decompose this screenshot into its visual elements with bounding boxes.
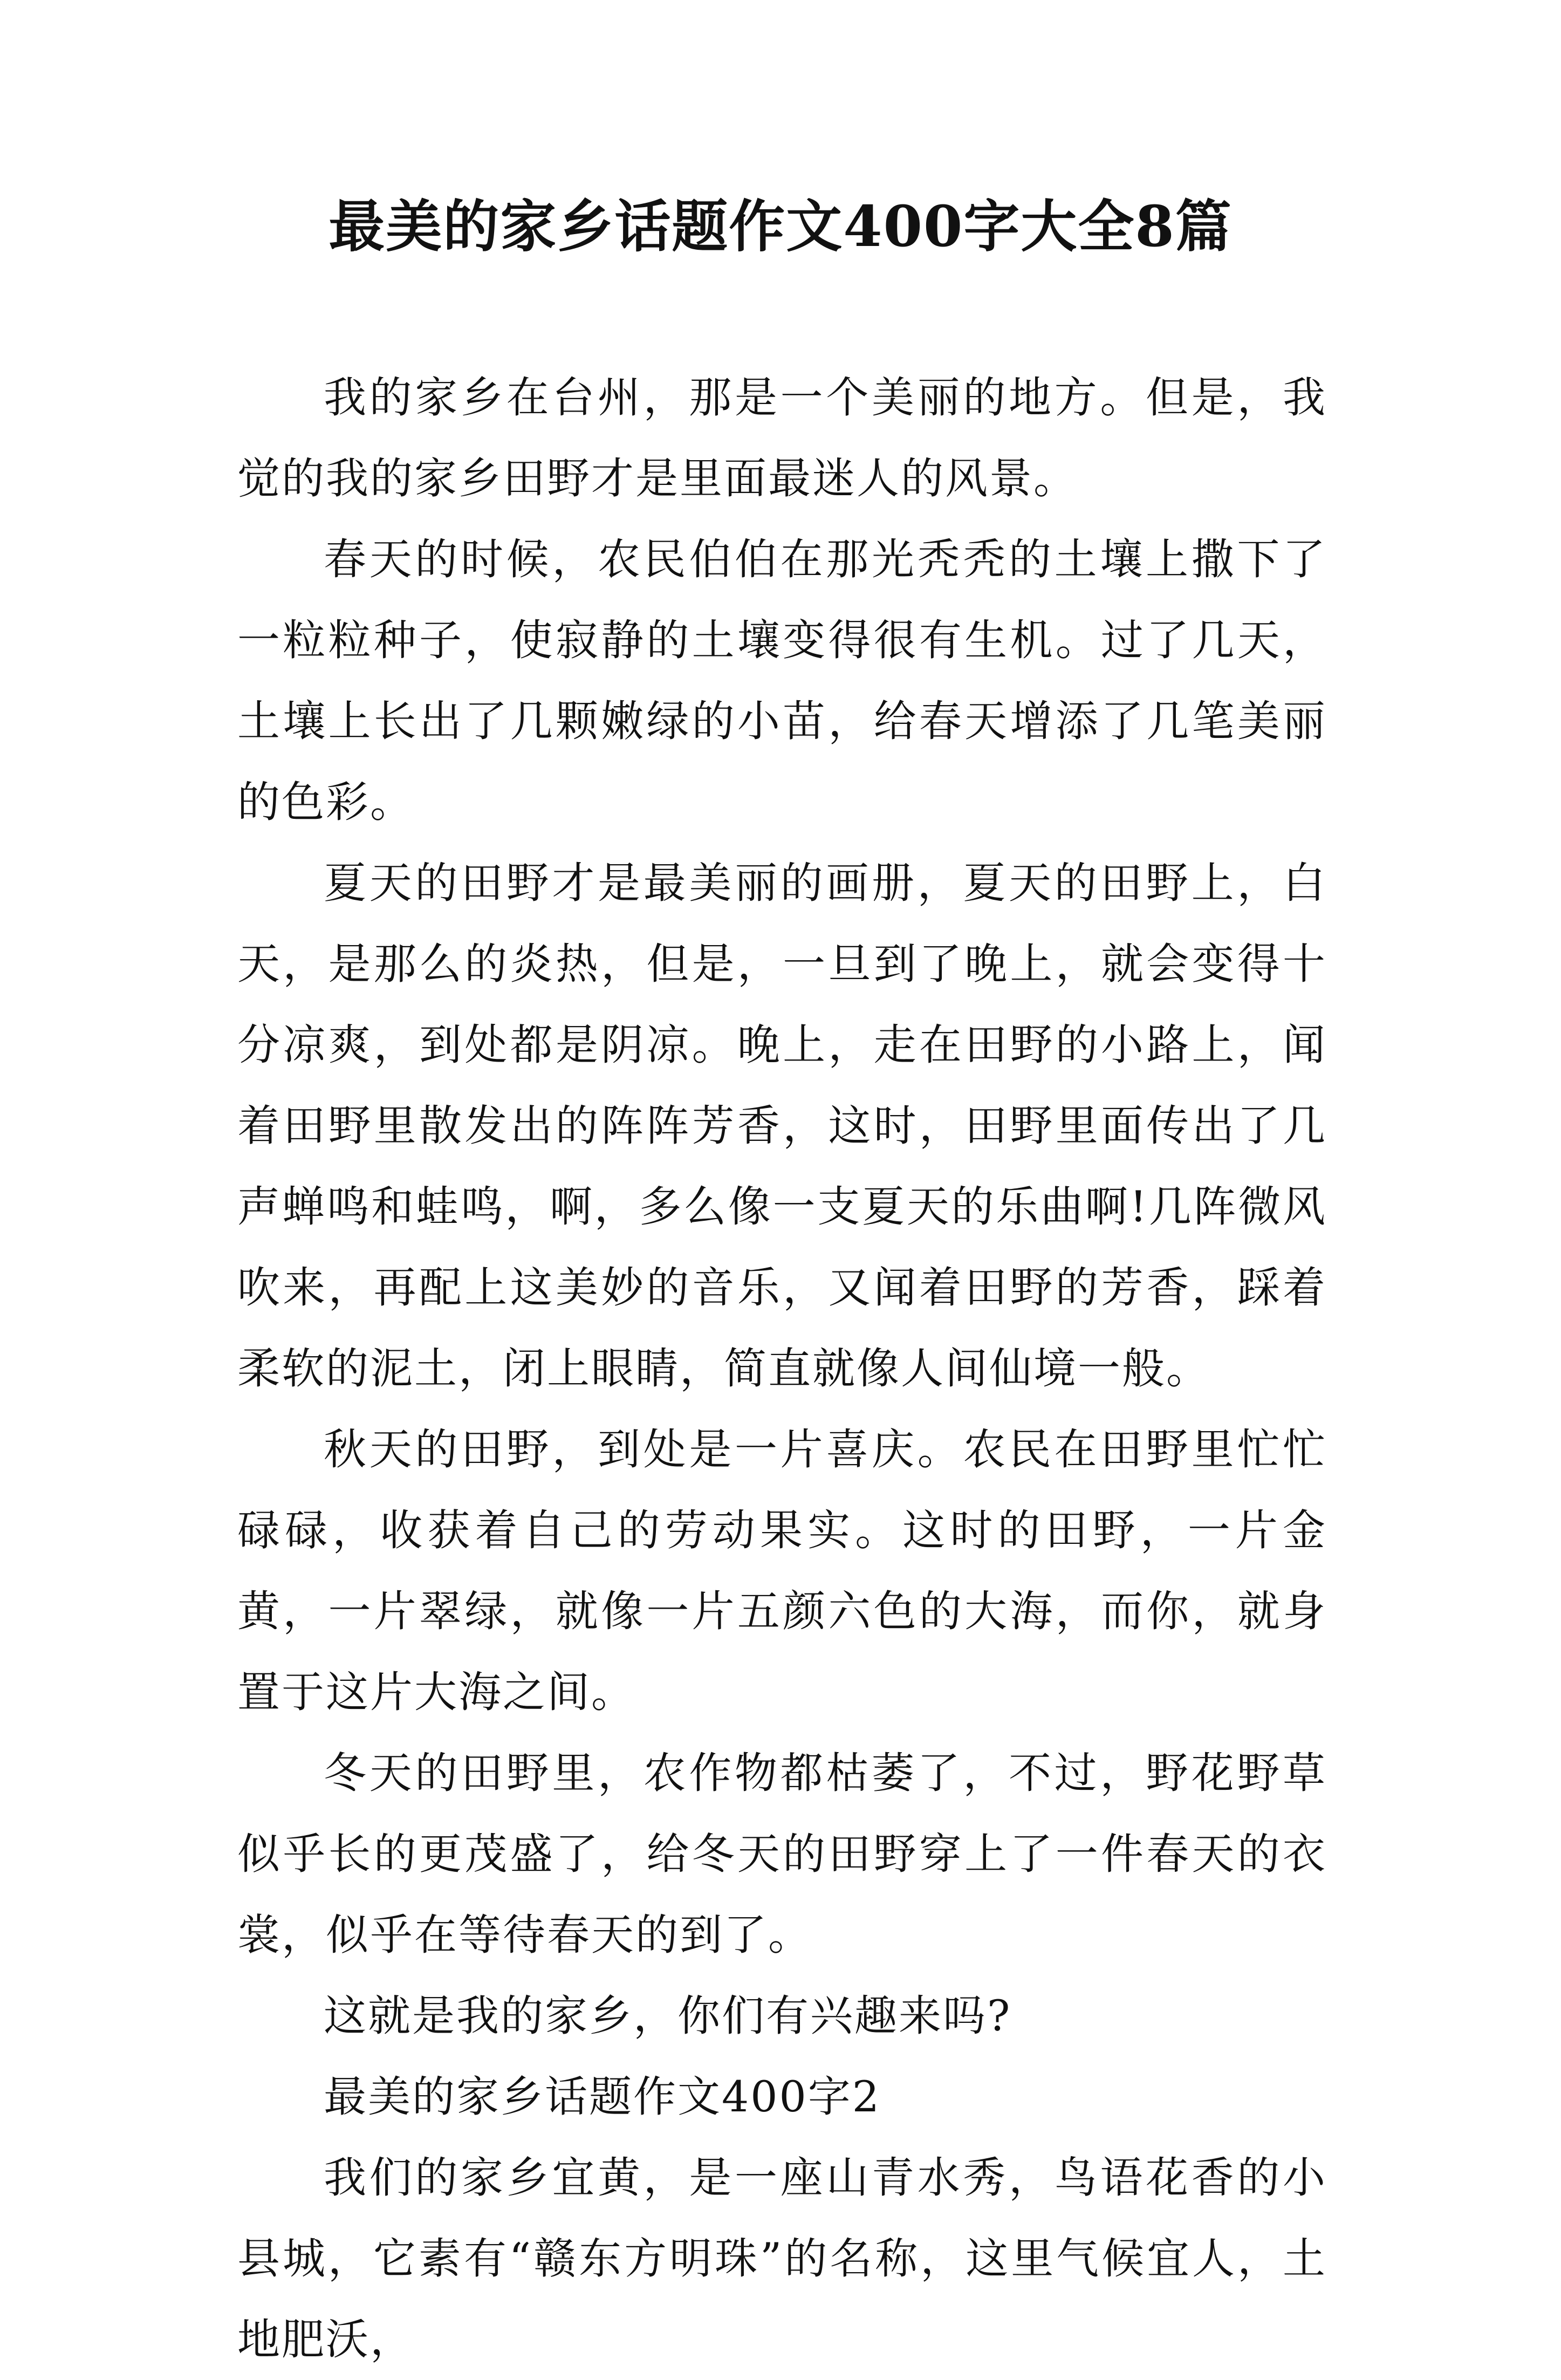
document-title: 最美的家乡话题作文400字大全8篇 xyxy=(328,193,1233,259)
paragraph-6: 这就是我的家乡，你们有兴趣来吗? xyxy=(324,1991,1012,2041)
paragraph-3: 夏天的田野才是最美丽的画册，夏天的田野上，白天，是那么的炎热，但是，一旦到了晚上，就会变得十分凉爽，到处都是阴凉。晚上，走在田野的小路上，闻着田野里散发出的阵阵芳香，这时，田野里面传出了几声蝉鸣和蛙鸣，啊，多么像一支夏天的乐曲啊!几阵微风吹来，再配上这美妙的音乐，又闻着田野的芳香，踩着柔软的泥土，闭上眼睛，简直就像人间仙境一般。 xyxy=(237,858,1327,1393)
section-heading-2: 最美的家乡话题作文400字2 xyxy=(324,2072,881,2122)
paragraph-4: 秋天的田野，到处是一片喜庆。农民在田野里忙忙碌碌，收获着自己的劳动果实。这时的田野，一片金黄，一片翠绿，就像一片五颜六色的大海，而你，就身置于这片大海之间。 xyxy=(237,1425,1327,1717)
paragraph-1: 我的家乡在台州，那是一个美丽的地方。但是，我觉的我的家乡田野才是里面最迷人的风景。 xyxy=(237,373,1327,503)
paragraph-2: 春天的时候，农民伯伯在那光秃秃的土壤上撒下了一粒粒种子，使寂静的土壤变得很有生机。过了几天，土壤上长出了几颗嫩绿的小苗，给春天增添了几笔美丽的色彩。 xyxy=(237,535,1327,827)
paragraph-5: 冬天的田野里，农作物都枯萎了，不过，野花野草似乎长的更茂盛了，给冬天的田野穿上了一件春天的衣裳，似乎在等待春天的到了。 xyxy=(237,1748,1327,1960)
document-body xyxy=(237,357,1327,2380)
paragraph-7: 我们的家乡宜黄，是一座山青水秀，鸟语花香的小县城，它素有“赣东方明珠”的名称，这里气候宜人，土地肥沃， xyxy=(237,2153,1327,2364)
